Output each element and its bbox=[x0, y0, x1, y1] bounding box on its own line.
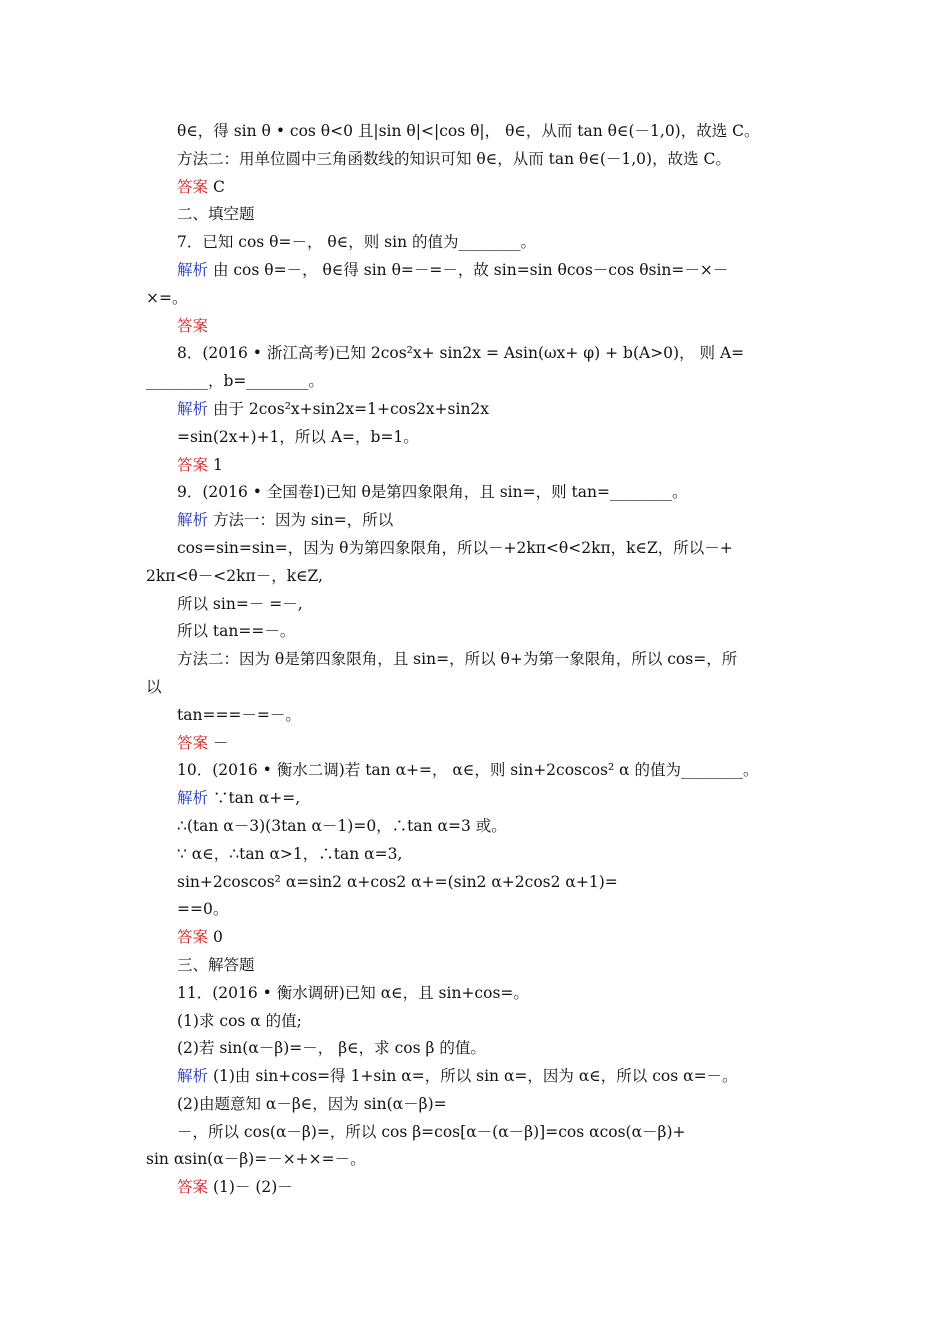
line-text: ∴(tan α－3)(3tan α－1)=0，∴tan α=3 或。 bbox=[177, 816, 507, 835]
answer-label: 答案 bbox=[177, 1178, 209, 1197]
line-text: 8．(2016 • 浙江高考)已知 2cos²x+ sin2x = Asin(ωx+ φ) + b(A>0)， 则 A= bbox=[177, 344, 745, 363]
text-line bbox=[146, 118, 810, 146]
answer-label: 答案 bbox=[177, 177, 209, 196]
text-line bbox=[146, 535, 810, 563]
text-line bbox=[146, 702, 810, 730]
text-line bbox=[146, 785, 810, 813]
text-line bbox=[146, 396, 810, 424]
text-line bbox=[146, 174, 810, 202]
answer-label: 答案 bbox=[177, 316, 209, 335]
line-text: 0 bbox=[208, 928, 223, 947]
line-text: 9．(2016 • 全国卷Ⅰ)已知 θ是第四象限角，且 sin=，则 tan=________。 bbox=[177, 483, 688, 502]
text-line bbox=[146, 618, 810, 646]
line-text: － bbox=[208, 733, 229, 752]
text-line bbox=[146, 813, 810, 841]
text-line bbox=[146, 257, 810, 285]
text-line bbox=[146, 952, 810, 980]
line-text: 11．(2016 • 衡水调研)已知 α∈，且 sin+cos=。 bbox=[177, 983, 529, 1002]
analysis-label: 解析 bbox=[177, 260, 209, 279]
text-line bbox=[146, 869, 810, 897]
line-text: sin+2coscos² α=sin2 α+cos2 α+=(sin2 α+2cos2 α+1)= bbox=[177, 872, 618, 891]
text-line bbox=[146, 229, 810, 257]
line-text: 方法二：用单位圆中三角函数线的知识可知 θ∈，从而 tan θ∈(－1,0)，故选 C。 bbox=[177, 149, 731, 168]
text-line bbox=[146, 646, 810, 674]
line-text: C bbox=[208, 177, 225, 196]
line-text: 7．已知 cos θ=－， θ∈，则 sin 的值为________。 bbox=[177, 233, 536, 252]
line-text: (2)由题意知 α－β∈，因为 sin(α－β)= bbox=[177, 1094, 447, 1113]
line-text: 所以 sin=－ =－, bbox=[177, 594, 303, 613]
text-line bbox=[146, 674, 810, 702]
text-line bbox=[146, 479, 810, 507]
line-text: (2)若 sin(α－β)=－， β∈，求 cos β 的值。 bbox=[177, 1039, 486, 1058]
text-line bbox=[146, 757, 810, 785]
line-text: (1)求 cos α 的值; bbox=[177, 1011, 302, 1030]
line-text: ∵tan α+=, bbox=[208, 789, 301, 808]
line-text: 2kπ<θ－<2kπ－，k∈Z, bbox=[146, 566, 323, 585]
answer-label: 答案 bbox=[177, 928, 209, 947]
line-text: ×=。 bbox=[146, 288, 188, 307]
line-text: 三、解答题 bbox=[177, 955, 255, 974]
line-text: (1)－ (2)－ bbox=[208, 1178, 293, 1197]
analysis-label: 解析 bbox=[177, 1067, 209, 1086]
text-line bbox=[146, 563, 810, 591]
text-line bbox=[146, 980, 810, 1008]
text-line bbox=[146, 841, 810, 869]
text-line bbox=[146, 507, 810, 535]
line-text: 以 bbox=[146, 677, 162, 696]
text-line bbox=[146, 1091, 810, 1119]
text-line bbox=[146, 1008, 810, 1036]
line-text: (1)由 sin+cos=得 1+sin α=，所以 sin α=，因为 α∈，所以 cos α=－。 bbox=[208, 1067, 738, 1086]
text-line bbox=[146, 591, 810, 619]
line-text: sin αsin(α－β)=－×+×=－。 bbox=[146, 1150, 366, 1169]
answer-label: 答案 bbox=[177, 455, 209, 474]
text-line bbox=[146, 1063, 810, 1091]
line-text: θ∈，得 sin θ • cos θ<0 且|sin θ|<|cos θ|， θ∈，从而 tan θ∈(－1,0)，故选 C。 bbox=[177, 122, 760, 140]
line-text: －，所以 cos(α－β)=，所以 cos β=cos[α－(α－β)]=cos αcos(α－β)+ bbox=[177, 1122, 686, 1141]
text-line bbox=[146, 1174, 810, 1202]
line-text: ________，b=________。 bbox=[146, 372, 324, 391]
answer-label: 答案 bbox=[177, 733, 209, 752]
analysis-label: 解析 bbox=[177, 511, 209, 530]
text-line bbox=[146, 1146, 810, 1174]
text-line bbox=[146, 1035, 810, 1063]
analysis-label: 解析 bbox=[177, 789, 209, 808]
line-text: 方法二：因为 θ是第四象限角，且 sin=，所以 θ+为第一象限角，所以 cos=，所 bbox=[177, 650, 738, 669]
text-line bbox=[146, 452, 810, 480]
line-text: 1 bbox=[208, 455, 223, 474]
text-line bbox=[146, 368, 810, 396]
text-line bbox=[146, 730, 810, 758]
line-text: cos=sin=sin=，因为 θ为第四象限角，所以－+2kπ<θ<2kπ，k∈Z，所以－+ bbox=[177, 538, 733, 557]
document-page bbox=[146, 118, 810, 1202]
text-line bbox=[146, 924, 810, 952]
text-line bbox=[146, 340, 810, 368]
line-text: ==0。 bbox=[177, 900, 229, 919]
line-text: 二、填空题 bbox=[177, 205, 255, 224]
text-line bbox=[146, 424, 810, 452]
line-text: 10．(2016 • 衡水二调)若 tan α+=， α∈，则 sin+2coscos² α 的值为________。 bbox=[177, 761, 759, 780]
text-line bbox=[146, 313, 810, 341]
line-text: tan===－=－。 bbox=[177, 705, 301, 724]
text-line bbox=[146, 146, 810, 174]
text-line bbox=[146, 285, 810, 313]
line-text: =sin(2x+)+1，所以 A=，b=1。 bbox=[177, 427, 419, 446]
line-text: 由 cos θ=－， θ∈得 sin θ=－=－，故 sin=sin θcos－cos θsin=－×－ bbox=[208, 260, 729, 279]
line-text: 由于 2cos²x+sin2x=1+cos2x+sin2x bbox=[208, 399, 490, 418]
analysis-label: 解析 bbox=[177, 399, 209, 418]
text-line bbox=[146, 201, 810, 229]
line-text: 所以 tan==－。 bbox=[177, 622, 296, 641]
line-text: ∵ α∈，∴tan α>1，∴tan α=3, bbox=[177, 844, 403, 863]
text-line bbox=[146, 1119, 810, 1147]
text-line bbox=[146, 896, 810, 924]
line-text: 方法一：因为 sin=，所以 bbox=[208, 511, 394, 530]
